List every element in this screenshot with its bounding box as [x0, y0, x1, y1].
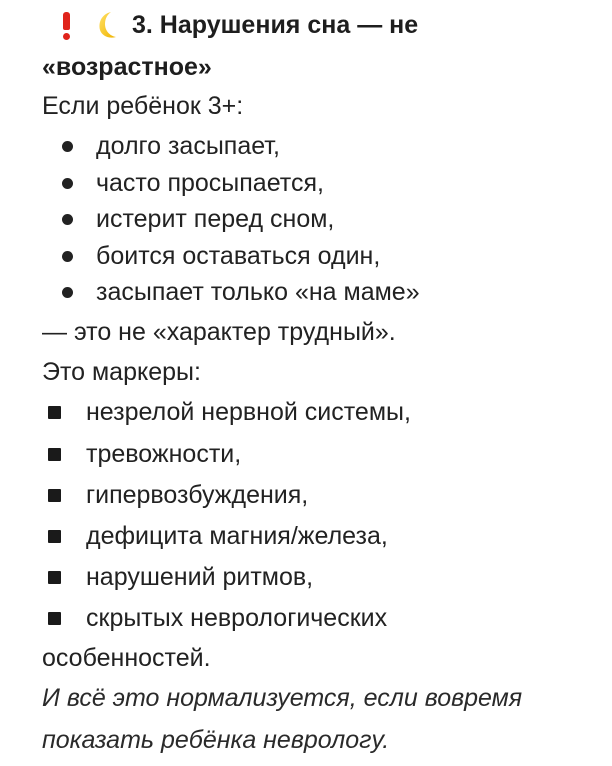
marker-text: тревожности, — [86, 440, 242, 468]
list-item — [0, 203, 612, 235]
list-item — [0, 602, 612, 634]
list-item — [0, 438, 612, 470]
list-item — [0, 396, 612, 428]
symptom-text: истерит перед сном, — [96, 205, 335, 233]
list-item — [0, 276, 612, 308]
markers-intro-text: Это маркеры: — [42, 358, 201, 386]
bullet-square — [48, 571, 61, 584]
exclamation-icon — [56, 10, 78, 40]
bullet-dot — [62, 287, 73, 298]
symptom-text: боится оставаться один, — [96, 242, 381, 270]
bullet-square — [48, 489, 61, 502]
list-item — [0, 520, 612, 552]
heading-text-1: 3. Нарушения сна — не — [132, 11, 419, 39]
marker-text: нарушений ритмов, — [86, 563, 314, 591]
markers-continuation-text: особенностей. — [42, 644, 211, 672]
marker-text: дефицита магния/железа, — [86, 522, 388, 550]
symptom-text: часто просыпается, — [96, 169, 324, 197]
footer-line-2: показать ребёнка неврологу. — [42, 726, 390, 754]
conclusion-text: — это не «характер трудный». — [42, 318, 396, 346]
list-item — [0, 561, 612, 593]
list-item — [0, 130, 612, 162]
bullet-dot — [62, 178, 73, 189]
heading-line-1 — [56, 9, 418, 41]
marker-text: гипервозбуждения, — [86, 481, 309, 509]
symptom-text: засыпает только «на маме» — [96, 278, 420, 306]
footer-line-1: И всё это нормализуется, если вовремя — [42, 684, 523, 712]
bullet-dot — [62, 214, 73, 225]
marker-text: скрытых неврологических — [86, 604, 388, 632]
list-item — [0, 479, 612, 511]
bullet-square — [48, 612, 61, 625]
marker-text: незрелой нервной системы, — [86, 398, 411, 426]
symptom-text: долго засыпает, — [96, 132, 280, 160]
crescent-moon-icon — [92, 10, 122, 40]
intro-text: Если ребёнок 3+: — [42, 92, 244, 120]
bullet-dot — [62, 141, 73, 152]
bullet-square — [48, 448, 61, 461]
bullet-square — [48, 530, 61, 543]
list-item — [0, 240, 612, 272]
list-item — [0, 167, 612, 199]
heading-line-2: «возрастное» — [42, 53, 212, 81]
bullet-square — [48, 406, 61, 419]
bullet-dot — [62, 251, 73, 262]
